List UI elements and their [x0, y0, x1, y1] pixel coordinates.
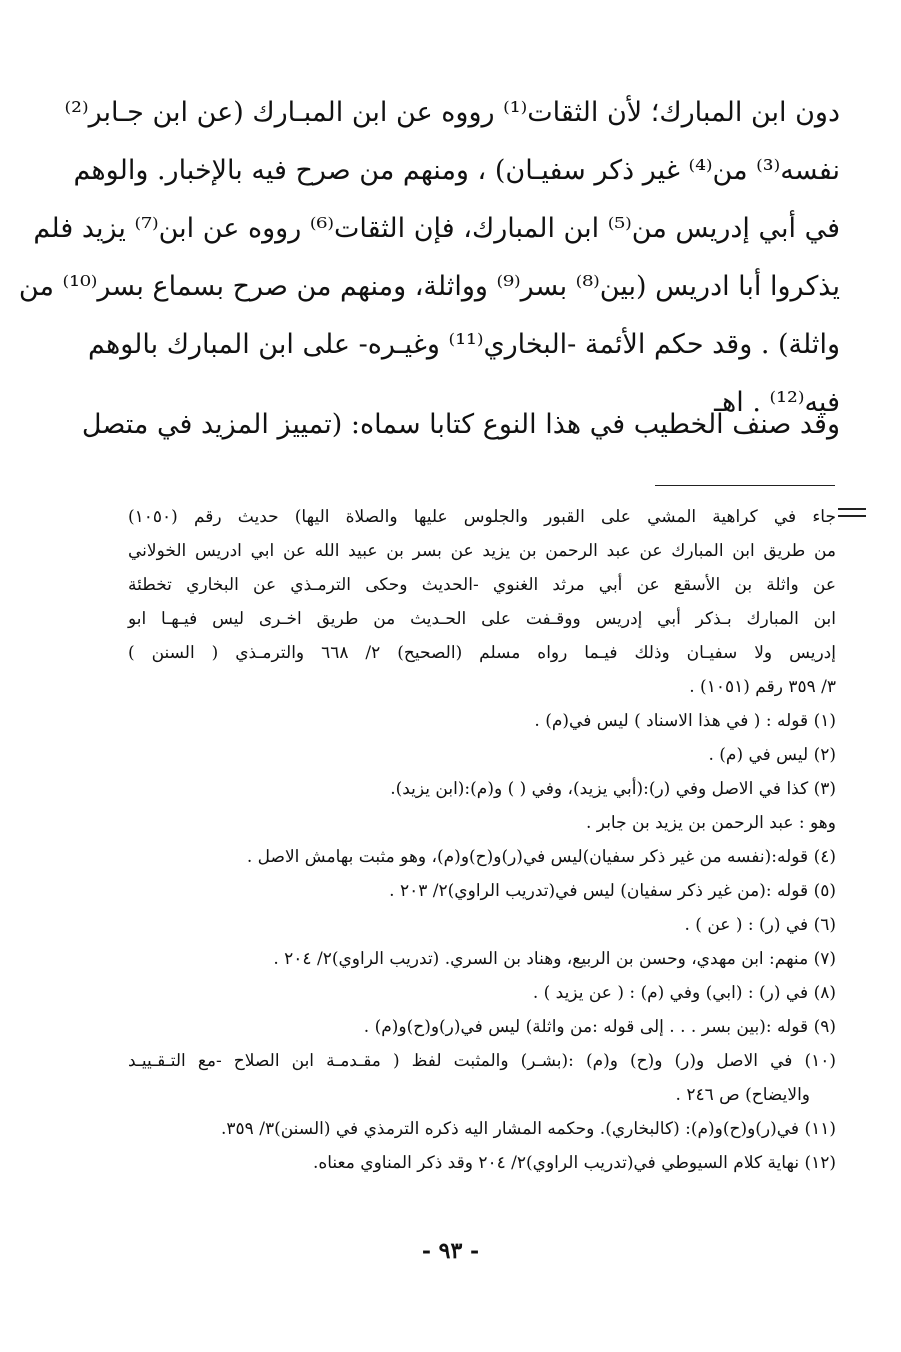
- footnote-item: (١) قوله : ( في هذا الاسناد ) ليس في(م) .: [534, 711, 836, 731]
- footnote-intro-line: عن واثلة بن الأسقع عن أبي مرثد الغنوي -الحديث وحكى الترمـذي عن البخاري تخطئة: [128, 575, 836, 595]
- footnote-item: (٣) كذا في الاصل وفي (ر):(أبي يزيد)، وفي ( ) و(م):(ابن يزيد).: [390, 779, 836, 799]
- footnote-item-continuation: والايضاح) ص ٢٤٦ .: [675, 1085, 810, 1105]
- footnote-intro-line: من طريق ابن المبارك عن عبد الرحمن بن يزيد عن بسر بن عبيد الله عن ابي ادريس الخولاني: [128, 541, 836, 561]
- footnote-item: (٩) قوله :(بين بسر . . . إلى قوله :من واثلة) ليس في(ر)و(ح)و(م) .: [363, 1017, 836, 1037]
- footnote-item: (٢) ليس في (م) .: [708, 745, 836, 765]
- main-text-line: دون ابن المبارك؛ لأن الثقات⁽¹⁾ رووه عن ابن المبـارك (عن ابن جـابر⁽²⁾: [64, 97, 840, 128]
- footnote-intro-line: ٣/ ٣٥٩ رقم (١٠٥١) .: [689, 677, 836, 697]
- footnote-item: (١١) في(ر)و(ح)و(م): (كالبخاري). وحكمه المشار اليه ذكره الترمذي في (السنن)٣/ ٣٥٩.: [220, 1119, 836, 1139]
- main-text-paragraph-2: وقد صنف الخطيب في هذا النوع كتابا سماه: (تمييز المزيد في متصل: [81, 409, 840, 440]
- footnote-intro-line: إدريس ولا سفيـان وذلك فيـما رواه مسلم (الصحيح) ٢/ ٦٦٨ والترمـذي ( السنن ): [128, 643, 836, 663]
- footnote-intro-line: ابن المبارك بـذكر أبي إدريس ووقـفت على الحـديث من طريق اخـرى ليس فيـهـا ابو: [128, 609, 836, 629]
- main-text-line: في أبي إدريس من⁽⁵⁾ ابن المبارك، فإن الثقات⁽⁶⁾ رووه عن ابن⁽⁷⁾ يزيد فلم: [33, 213, 840, 244]
- footnotes: [128, 500, 836, 1180]
- footnote-item: (١٠) في الاصل و(ر) و(ح) و(م) :(بشـر) والمثبت لفظ ( مقـدمـة ابن الصلاح -مع التـقـييـد: [128, 1051, 836, 1071]
- footnote-item: وهو : عبد الرحمن بن يزيد بن جابر .: [586, 813, 836, 833]
- footnote-item: (٨) في (ر) : (ابي) وفي (م) : ( عن يزيد ) .: [532, 983, 836, 1003]
- footnote-item: (١٢) نهاية كلام السيوطي في(تدريب الراوي)٢/ ٢٠٤ وقد ذكر المناوي معناه.: [312, 1153, 836, 1173]
- main-text-line: نفسه⁽³⁾ من⁽⁴⁾ غير ذكر سفيـان) ، ومنهم من صرح فيه بالإخبار. والوهم: [73, 155, 840, 186]
- footnote-item: (٧) منهم: ابن مهدي، وحسن بن الربيع، وهناد بن السري. (تدريب الراوي)٢/ ٢٠٤ .: [273, 949, 836, 969]
- footnote-intro-line: جاء في كراهية المشي على القبور والجلوس عليها والصلاة اليها) حديث رقم (١٠٥٠): [128, 507, 836, 527]
- main-text: [18, 84, 840, 432]
- footnote-item: (٦) في (ر) : ( عن ) .: [684, 915, 836, 935]
- footnote-separator: [655, 485, 835, 486]
- main-text-line: واثلة) . وقد حكم الأئمة -البخاري⁽¹¹⁾ وغيـره- على ابن المبارك بالوهم: [88, 329, 840, 360]
- main-text-line: يذكروا أبا ادريس (بين⁽⁸⁾ بسر⁽⁹⁾ وواثلة، ومنهم من صرح بسماع بسر⁽¹⁰⁾ من: [18, 271, 840, 302]
- page-number: - ٩٣ -: [421, 1238, 480, 1264]
- footnote-item: (٤) قوله:(نفسه من غير ذكر سفيان)ليس في(ر)و(ح)و(م)، وهو مثبت بهامش الاصل .: [246, 847, 836, 867]
- main-text-line: فيه⁽¹²⁾ . اهـ: [714, 387, 840, 418]
- footnote-continuation-mark: [838, 508, 866, 518]
- footnote-item: (٥) قوله :(من غير ذكر سفيان) ليس في(تدريب الراوي)٢/ ٢٠٣ .: [389, 881, 836, 901]
